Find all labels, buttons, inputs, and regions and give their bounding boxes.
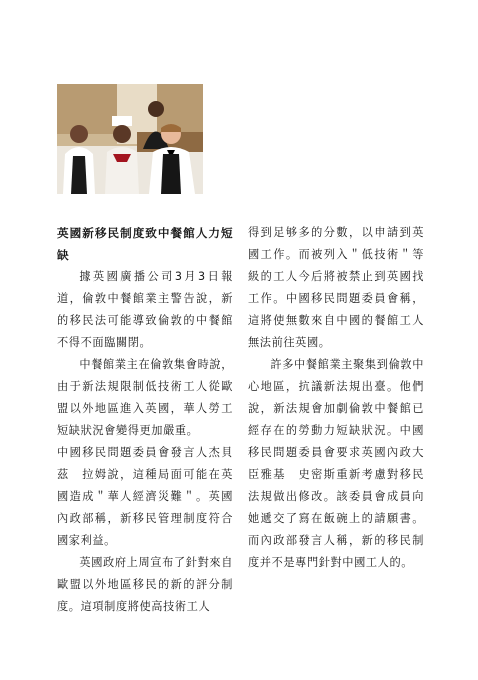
article-headline: 英國新移民制度致中餐館人力短缺 xyxy=(57,226,233,262)
article-paragraph: 許多中餐館業主聚集到倫敦中心地區，抗議新法規出臺。他們說，新法規會加劇倫敦中餐館已經存在的勞動力短缺狀況。中國移民問題委員會要求英國內政大臣雅基 史密斯重新考慮對移民法規做出修改。該委員會成員向她遞交了寫在飯碗上的請願書。而內政部發言人稱，新的移民制度并不是專門針對中國工人的。 xyxy=(248,358,424,569)
article-paragraph: 中國移民問題委員會發言人杰貝茲 拉姆說，這種局面可能在英國造成＂華人經濟災難＂。英國內政部稱，新移民管理制度符合國家利益。 xyxy=(57,446,233,547)
staff-illustration xyxy=(57,84,203,194)
restaurant-staff-photo xyxy=(57,84,203,194)
article-paragraph: 英國政府上周宣布了針對來自歐盟以外地區移民的新的評分制度。這項制度將使高技術工人 xyxy=(57,556,233,613)
article-column-right xyxy=(248,222,424,574)
article-paragraph-continued: 得到足够多的分數，以申請到英國工作。而被列入＂低技術＂等級的工人今后將被禁止到英國找工作。中國移民問題委員會稱，這將使無數來自中國的餐館工人無法前往英國。 xyxy=(248,226,424,349)
article-paragraph: 中餐館業主在倫敦集會時說，由于新法規限制低技術工人從歐盟以外地區進入英國，華人勞工短缺狀況會變得更加嚴重。 xyxy=(57,358,233,437)
article-paragraph: 據英國廣播公司3月3日報道，倫敦中餐館業主警告說，新的移民法可能導致倫敦的中餐館不得不面臨關閉。 xyxy=(57,270,233,349)
article-column-left xyxy=(57,222,233,618)
